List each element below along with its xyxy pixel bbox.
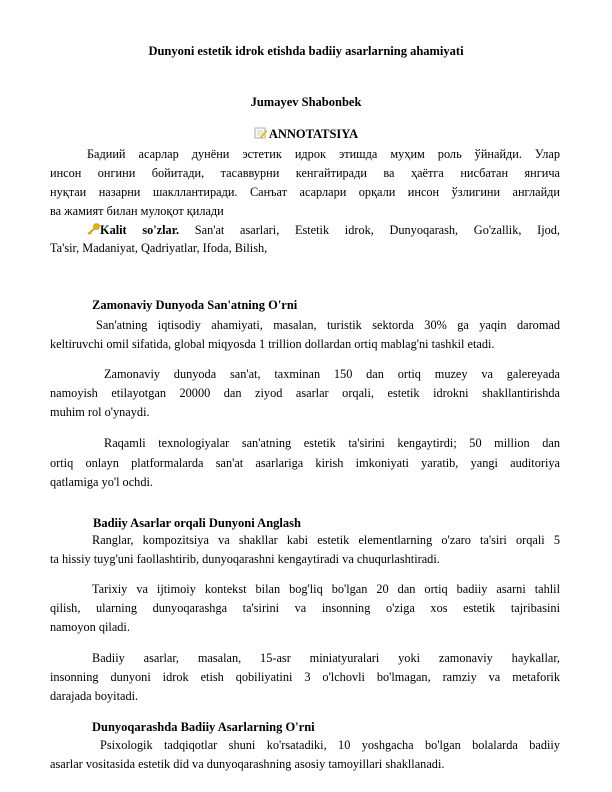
annotation-heading-text: ANNOTATSIYA [268,127,359,141]
section-heading: Badiiy Asarlar orqali Dunyoni Anglash [93,516,301,530]
paragraph-line: namoyon qiladi. [50,620,130,634]
paragraph-line: Badiiy asarlar, masalan, 15-asr miniatyuralari yoki zamonaviy haykallar, [92,651,560,665]
key-icon [86,223,100,235]
paragraph-line: ta hissiy tuyg'uni faollashtirib, dunyoqarashni kengaytiradi va chuqurlashtiradi. [50,552,440,566]
paragraph-line: qatlamiga yo'l ochdi. [50,475,153,489]
paragraph-line: Ranglar, kompozitsiya va shakllar kabi estetik elementlarning o'zaro ta'siri orqali 5 [92,533,560,547]
keywords-line-2: Ta'sir, Madaniyat, Qadriyatlar, Ifoda, Bilish, [50,241,268,255]
keywords-label: Kalit so'zlar. [100,223,180,237]
paragraph-line: Tarixiy va ijtimoiy kontekst bilan bog'liq bo'lgan 20 dan ortiq badiiy asarni tahlil [92,582,560,596]
paragraph-line: Raqamli texnologiyalar san'atning estetik ta'sirini kengaytirdi; 50 million dan [104,436,560,450]
author-name: Jumayev Shabonbek [250,95,362,109]
paper-title: Dunyoni estetik idrok etishda badiiy asarlarning ahamiyati [148,44,464,58]
paragraph-line: Psixologik tadqiqotlar shuni ko'rsatadiki, 10 yoshgacha bo'lgan bolalarda badiiy [100,738,560,752]
paragraph-line: Zamonaviy dunyoda san'at, taxminan 150 dan ortiq muzey va galereyada [104,367,560,381]
annotation-line: ва жамият билан мулоқот қилади [50,204,224,218]
section-heading: Zamonaviy Dunyoda San'atning O'rni [92,298,298,312]
paragraph-line: San'atning iqtisodiy ahamiyati, masalan, turistik sektorda 30% ga yaqin daromad [96,318,560,332]
paragraph-line: keltiruvchi omil sifatida, global miqyosda 1 trillion dollardan ortiq mablag'ni tashkil etadi. [50,337,495,351]
paragraph-line: asarlar vositasida estetik did va dunyoqarashning asosiy tamoyillari shakllanadi. [50,757,445,771]
keywords-line [50,222,560,238]
paragraph-line: muhim rol o'ynaydi. [50,405,150,419]
paragraph-line: darajada boyitadi. [50,689,139,703]
paragraph-line: qilish, ularning dunyoqarashga ta'sirini va insonning o'ziga xos estetik tajribasini [50,601,560,615]
paragraph-line: namoyish etilayotgan 20000 dan ziyod asarlar orqali, estetik idrokni shakllantirishda [50,386,560,400]
annotation-line: инсон онгини бойитади, тасаввурни кенгайтиради ва ҳаётга нисбатан янгича [50,166,560,180]
annotation-line: нуқтаи назарни шакллантиради. Санъат асарлари орқали инсон ўзлигини англайди [50,185,560,199]
keywords-list: San'at asarlari, Estetik idrok, Dunyoqarash, Go'zallik, Ijod, [194,223,561,237]
annotation-heading [0,127,612,142]
memo-icon [254,127,268,139]
annotation-line: Бадиий асарлар дунёни эстетик идрок этишда муҳим роль ўйнайди. Улар [87,147,560,161]
paragraph-line: ortiq onlayn platformalarda san'at asarlariga kirish imkoniyati yaratib, yangi auditoriya [50,456,560,470]
section-heading: Dunyoqarashda Badiiy Asarlarning O'rni [92,720,315,734]
paragraph-line: insonning dunyoni idrok etish qobiliyatini 3 o'lchovli bo'lmagan, ramziy va metaforik [50,670,560,684]
